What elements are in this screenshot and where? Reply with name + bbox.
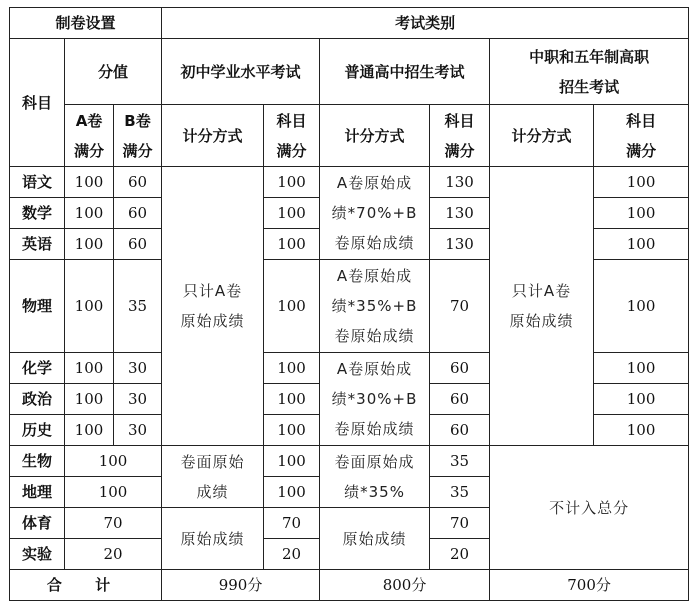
- exam3-full: 100: [594, 384, 689, 415]
- header-subj-full-2: 科目 满分: [430, 105, 490, 167]
- full-score: 70: [65, 508, 162, 539]
- subject-name: 政治: [10, 384, 65, 415]
- header-b-full: B卷 满分: [114, 105, 162, 167]
- a-score: 100: [65, 229, 114, 260]
- exam1-full: 100: [264, 167, 320, 198]
- method-group3-exam1: 卷面原始 成绩: [162, 446, 264, 508]
- total-label: 合 计: [10, 570, 162, 601]
- exam3-full: 100: [594, 353, 689, 384]
- header-subj-full-1: 科目 满分: [264, 105, 320, 167]
- a-score: 100: [65, 415, 114, 446]
- exam2-full: 70: [430, 508, 490, 539]
- b-score: 60: [114, 167, 162, 198]
- header-kaoshi: 考试类别: [162, 8, 689, 39]
- exam1-full: 100: [264, 229, 320, 260]
- subject-name: 实验: [10, 539, 65, 570]
- method-group4-exam2: 原始成绩: [320, 508, 430, 570]
- exam2-full: 20: [430, 539, 490, 570]
- full-score: 20: [65, 539, 162, 570]
- method-only-a-exam3: 只计A卷 原始成绩: [490, 167, 594, 446]
- b-score: 60: [114, 229, 162, 260]
- subject-name: 语文: [10, 167, 65, 198]
- method-group1: A卷原始成 绩*70%+B 卷原始成绩: [320, 167, 430, 260]
- header-method-3: 计分方式: [490, 105, 594, 167]
- exam1-full: 100: [264, 384, 320, 415]
- exam2-full: 35: [430, 477, 490, 508]
- method-group3-exam2: 卷面原始成 绩*35%: [320, 446, 430, 508]
- subject-name: 英语: [10, 229, 65, 260]
- subject-name: 数学: [10, 198, 65, 229]
- subject-name: 物理: [10, 260, 65, 353]
- not-counted: 不计入总分: [490, 446, 689, 570]
- full-score: 100: [65, 446, 162, 477]
- a-score: 100: [65, 353, 114, 384]
- total-row: [10, 570, 689, 601]
- subject-name: 生物: [10, 446, 65, 477]
- exam3-full: 100: [594, 415, 689, 446]
- exam1-full: 100: [264, 198, 320, 229]
- b-score: 35: [114, 260, 162, 353]
- b-score: 30: [114, 384, 162, 415]
- exam-score-table: [9, 7, 689, 601]
- method-group2: A卷原始成 绩*30%+B 卷原始成绩: [320, 353, 430, 446]
- exam3-full: 100: [594, 229, 689, 260]
- header-fenzhi: 分值: [65, 39, 162, 105]
- header-subj-full-3: 科目 满分: [594, 105, 689, 167]
- method-wuli: A卷原始成 绩*35%+B 卷原始成绩: [320, 260, 430, 353]
- total-exam1: 990分: [162, 570, 320, 601]
- exam1-full: 100: [264, 446, 320, 477]
- exam2-full: 60: [430, 415, 490, 446]
- subject-name: 化学: [10, 353, 65, 384]
- exam-score-table-container: [9, 7, 689, 601]
- subject-name: 历史: [10, 415, 65, 446]
- exam2-full: 130: [430, 167, 490, 198]
- table-row: [10, 167, 689, 198]
- exam1-full: 100: [264, 260, 320, 353]
- exam2-full: 70: [430, 260, 490, 353]
- full-score: 100: [65, 477, 162, 508]
- exam3-full: 100: [594, 198, 689, 229]
- exam2-full: 60: [430, 353, 490, 384]
- exam3-full: 100: [594, 260, 689, 353]
- header-exam1: 初中学业水平考试: [162, 39, 320, 105]
- exam2-full: 130: [430, 198, 490, 229]
- header-method-2: 计分方式: [320, 105, 430, 167]
- header-method-1: 计分方式: [162, 105, 264, 167]
- subject-name: 体育: [10, 508, 65, 539]
- total-exam2: 800分: [320, 570, 490, 601]
- b-score: 30: [114, 415, 162, 446]
- table-row: [10, 446, 689, 477]
- header-zhijuan: 制卷设置: [10, 8, 162, 39]
- method-only-a: 只计A卷 原始成绩: [162, 167, 264, 446]
- exam1-full: 100: [264, 353, 320, 384]
- exam1-full: 100: [264, 477, 320, 508]
- exam2-full: 35: [430, 446, 490, 477]
- exam1-full: 20: [264, 539, 320, 570]
- exam2-full: 130: [430, 229, 490, 260]
- b-score: 60: [114, 198, 162, 229]
- exam2-full: 60: [430, 384, 490, 415]
- a-score: 100: [65, 198, 114, 229]
- exam3-full: 100: [594, 167, 689, 198]
- a-score: 100: [65, 384, 114, 415]
- a-score: 100: [65, 260, 114, 353]
- exam1-full: 70: [264, 508, 320, 539]
- subject-name: 地理: [10, 477, 65, 508]
- exam1-full: 100: [264, 415, 320, 446]
- header-exam3: 中职和五年制高职 招生考试: [490, 39, 689, 105]
- a-score: 100: [65, 167, 114, 198]
- b-score: 30: [114, 353, 162, 384]
- total-exam3: 700分: [490, 570, 689, 601]
- header-exam2: 普通高中招生考试: [320, 39, 490, 105]
- method-group4-exam1: 原始成绩: [162, 508, 264, 570]
- header-a-full: A卷 满分: [65, 105, 114, 167]
- header-kemu: 科目: [10, 39, 65, 167]
